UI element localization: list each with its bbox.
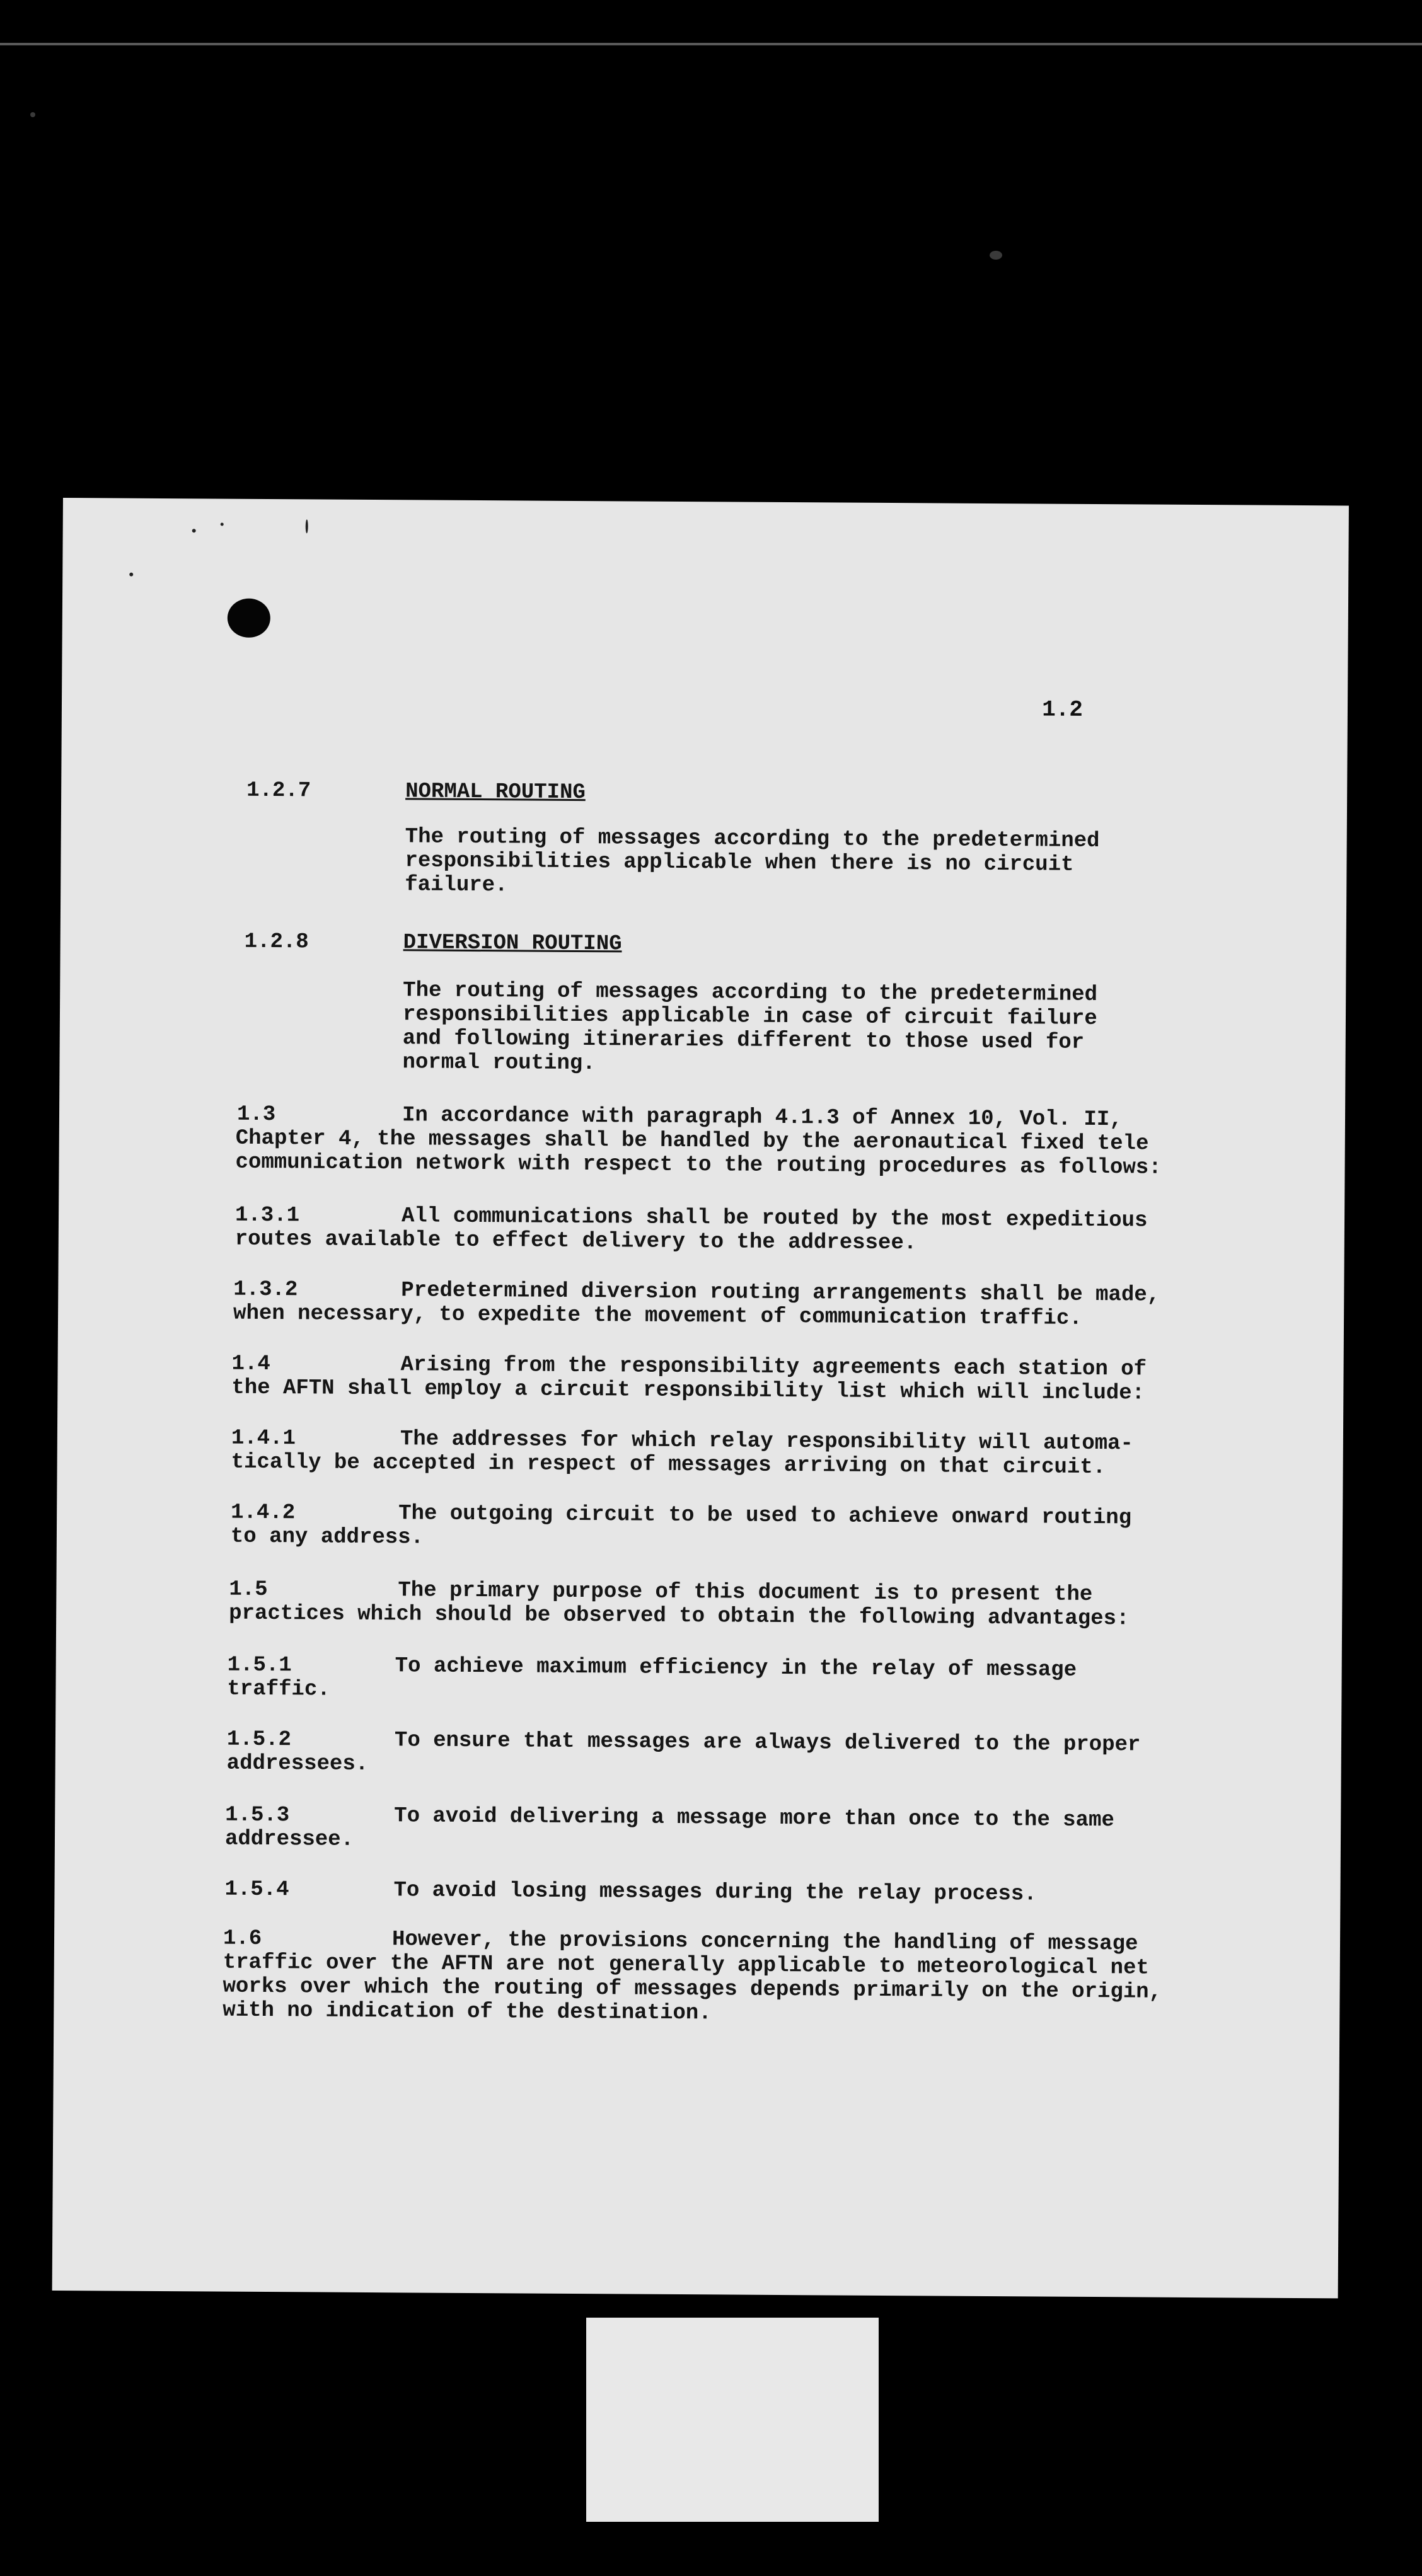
page-number: 1.2 (1042, 696, 1084, 723)
text-line: The routing of messages according to the predetermined (403, 979, 1098, 1008)
text-line: The outgoing circuit to be used to achieve onward routing (398, 1502, 1132, 1531)
text-line: Chapter 4, the messages shall be handled by the aeronautical fixed tele (235, 1126, 1149, 1156)
text-line: with no indication of the destination. (223, 1998, 712, 2026)
page-speck (306, 519, 308, 533)
text-line: In accordance with paragraph 4.1.3 of Annex 10, Vol. II, (402, 1103, 1123, 1132)
text-line: the AFTN shall employ a circuit responsibility list which will include: (231, 1376, 1145, 1406)
paragraph-number: 1.4.1 (231, 1426, 296, 1451)
paragraph-number: 1.4.2 (231, 1500, 296, 1526)
text-line: The primary purpose of this document is to present the (398, 1578, 1093, 1607)
page-speck (192, 529, 196, 532)
paragraph-number: 1.5.1 (227, 1653, 292, 1678)
text-line: responsibilities applicable when there is no circuit (405, 849, 1074, 877)
paragraph-number: 1.4 (231, 1352, 270, 1377)
paragraph-number: 1.5.2 (226, 1727, 292, 1752)
paragraph-number: 1.3.1 (234, 1203, 300, 1228)
section-heading: NORMAL ROUTING (405, 779, 586, 805)
paragraph-number: 1.5.3 (225, 1803, 290, 1828)
text-line: To avoid losing messages during the relay process. (393, 1878, 1037, 1907)
document-page (52, 498, 1349, 2298)
text-line: communication network with respect to the routing procedures as follows: (235, 1150, 1162, 1180)
text-line: The addresses for which relay responsibility will automa- (400, 1427, 1133, 1456)
scan-border-line (0, 43, 1422, 45)
text-line: when necessary, to expedite the movement of communication traffic. (233, 1301, 1082, 1331)
dust-speck (990, 251, 1002, 260)
text-line: practices which should be observed to obtain the following advantages: (229, 1601, 1130, 1631)
text-line: traffic. (227, 1677, 330, 1702)
text-line: To avoid delivering a message more than once to the same (394, 1804, 1114, 1833)
text-line: Predetermined diversion routing arrangements shall be made, (401, 1279, 1160, 1308)
text-line: routes available to effect delivery to the addressee. (234, 1227, 917, 1256)
text-line: works over which the routing of messages depends primarily on the origin, (223, 1974, 1162, 2004)
paragraph-number: 1.3 (236, 1102, 276, 1127)
paragraph-number: 1.5 (229, 1577, 268, 1602)
paragraph-number: 1.3.2 (233, 1277, 298, 1302)
text-line: To achieve maximum efficiency in the relay of message (395, 1654, 1077, 1682)
section-number: 1.2.8 (244, 929, 309, 955)
text-line: To ensure that messages are always delivered to the proper (394, 1728, 1141, 1757)
text-line: traffic over the AFTN are not generally applicable to meteorological net (223, 1950, 1149, 1981)
text-line: failure. (405, 873, 508, 898)
text-line: and following itineraries different to those used for (402, 1026, 1085, 1055)
text-line: addressees. (226, 1751, 369, 1776)
page-speck (221, 523, 224, 526)
text-line: However, the provisions concerning the handling of message (391, 1928, 1138, 1957)
section-number: 1.2.7 (246, 778, 311, 803)
text-line: All communications shall be routed by the most expeditious (401, 1204, 1148, 1233)
text-line: The routing of messages according to the predetermined (405, 825, 1100, 854)
text-line: Arising from the responsibility agreements each station of (400, 1353, 1147, 1382)
text-line: normal routing. (402, 1050, 596, 1076)
paragraph-1-6 (54, 1926, 1341, 2101)
page-speck (129, 573, 133, 577)
blank-card (586, 2318, 879, 2522)
text-line: addressee. (224, 1827, 354, 1852)
text-line: tically be accepted in respect of messages arriving on that circuit. (231, 1450, 1106, 1480)
text-line: responsibilities applicable in case of circuit failure (402, 1003, 1097, 1032)
section-heading: DIVERSION ROUTING (403, 931, 622, 957)
paragraph-number: 1.6 (223, 1926, 262, 1951)
text-line: to any address. (230, 1524, 424, 1550)
punch-hole (228, 599, 270, 638)
paragraph-number: 1.5.4 (224, 1877, 289, 1902)
dust-speck (30, 112, 35, 117)
